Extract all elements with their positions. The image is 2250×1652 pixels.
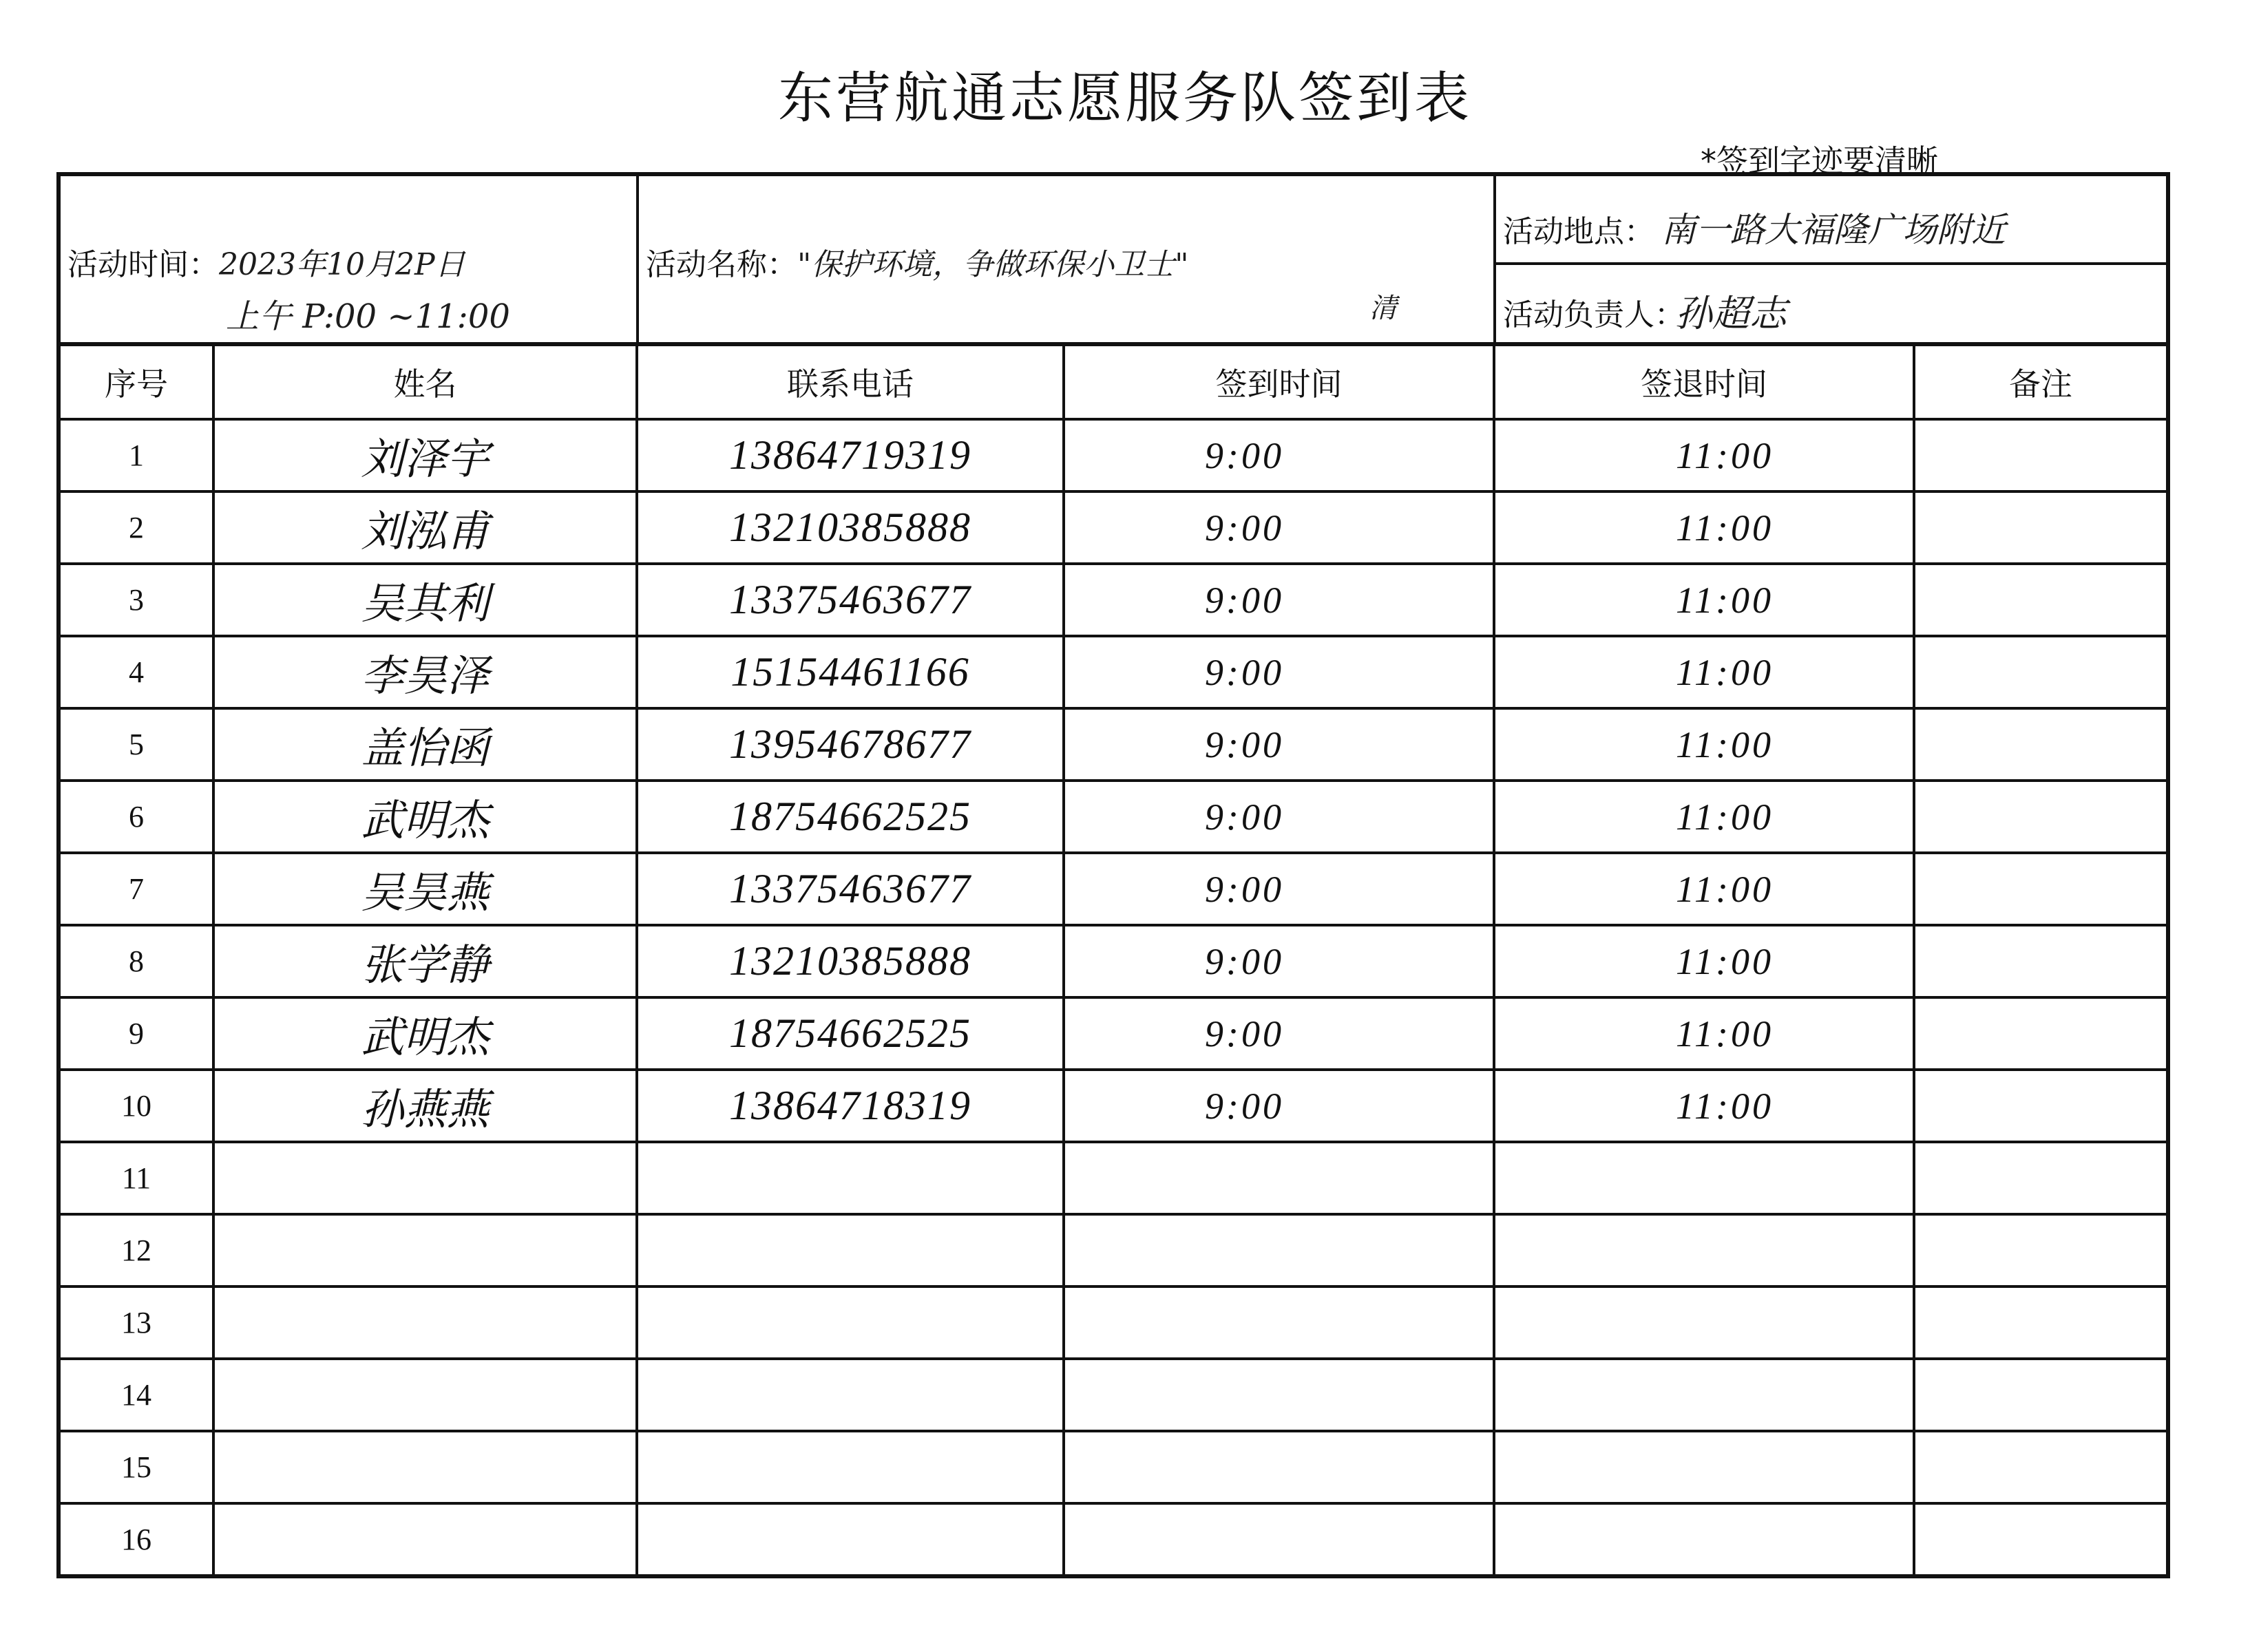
sign-out-time: 11:00: [1676, 579, 1774, 621]
location-label: 活动地点：: [1503, 214, 1654, 249]
sign-in-time-cell: [1064, 491, 1494, 564]
row-number: 13: [121, 1306, 151, 1339]
sign-out-time: 11:00: [1676, 940, 1774, 982]
sheet-title: 东营航通志愿服务队签到表: [778, 66, 1472, 130]
row-number-cell: [59, 1431, 213, 1503]
sign-out-time: 11:00: [1676, 723, 1774, 765]
table-row: [59, 853, 2168, 925]
remark-cell: [1914, 419, 2168, 491]
sign-out-time-cell: [1494, 1503, 1914, 1576]
row-number-cell: [59, 1503, 213, 1576]
row-number-cell: [59, 1070, 213, 1142]
sign-out-time-cell: [1494, 419, 1914, 491]
contact-phone-cell: [637, 1503, 1064, 1576]
sign-in-time: 9:00: [1205, 940, 1284, 982]
contact-phone: 13864718319: [729, 1083, 971, 1128]
volunteer-name-cell: [213, 1142, 637, 1214]
row-number: 7: [129, 872, 144, 906]
remark-cell: [1914, 1359, 2168, 1431]
row-number: 12: [121, 1233, 151, 1267]
contact-phone: 15154461166: [730, 649, 970, 695]
volunteer-name-cell: [213, 491, 637, 564]
contact-phone-cell: [637, 1070, 1064, 1142]
sign-out-time: 11:00: [1676, 1013, 1774, 1055]
volunteer-name: 刘泽宇: [361, 434, 490, 484]
sign-in-time: 9:00: [1205, 1085, 1284, 1127]
sign-out-time-cell: [1494, 1286, 1914, 1359]
sign-out-time: 11:00: [1676, 651, 1774, 693]
sign-in-time-cell: [1064, 419, 1494, 491]
volunteer-name-cell: [213, 1431, 637, 1503]
volunteer-name-cell: [213, 1359, 637, 1431]
remark-cell: [1914, 925, 2168, 997]
row-number-cell: [59, 564, 213, 636]
row-number: 9: [129, 1017, 144, 1050]
sign-out-time-cell: [1494, 997, 1914, 1070]
sign-out-time-cell: [1494, 708, 1914, 781]
volunteer-name-cell: [213, 853, 637, 925]
row-number-cell: [59, 781, 213, 853]
volunteer-name-cell: [213, 1070, 637, 1142]
table-row: [59, 1214, 2168, 1286]
contact-phone-cell: [637, 997, 1064, 1070]
sign-in-time-cell: [1064, 708, 1494, 781]
leader-row: [1496, 262, 2166, 342]
sign-out-time-cell: [1494, 1359, 1914, 1431]
table-row: [59, 1142, 2168, 1214]
location-leader-cell: [1496, 176, 2166, 342]
activity-header: [56, 172, 2170, 342]
row-number: 11: [121, 1161, 151, 1195]
table-row: [59, 1503, 2168, 1576]
volunteer-name-cell: [213, 636, 637, 708]
activity-time-label: 活动时间：: [67, 247, 219, 282]
row-number-cell: [59, 1359, 213, 1431]
leader-label: 活动负责人：: [1503, 297, 1685, 332]
remark-cell: [1914, 1142, 2168, 1214]
table-row: [59, 564, 2168, 636]
column-header-name: 姓名: [213, 344, 637, 419]
sign-in-time: 9:00: [1205, 868, 1284, 910]
sign-in-time-cell: [1064, 925, 1494, 997]
volunteer-name: 盖怡函: [361, 723, 490, 773]
sign-out-time: 11:00: [1676, 434, 1774, 476]
handwriting-note: *签到字迹要清晰: [1701, 142, 1938, 180]
volunteer-name-cell: [213, 997, 637, 1070]
remark-cell: [1914, 1214, 2168, 1286]
contact-phone-cell: [637, 1286, 1064, 1359]
sign-in-time-cell: [1064, 1286, 1494, 1359]
location-value: 南一路大福隆广场附近: [1661, 210, 2006, 250]
column-header-number: 序号: [59, 344, 213, 419]
sign-in-table: [56, 342, 2170, 1578]
table-header-row: [59, 344, 2168, 419]
sign-in-time-cell: [1064, 1431, 1494, 1503]
activity-name-cell: [639, 176, 1496, 342]
sign-in-time: 9:00: [1205, 796, 1284, 838]
contact-phone: 13375463677: [729, 577, 971, 622]
column-header-sign-out-time: 签退时间: [1494, 344, 1914, 419]
remark-cell: [1914, 1503, 2168, 1576]
contact-phone-cell: [637, 708, 1064, 781]
sign-out-time-cell: [1494, 564, 1914, 636]
column-header-remark: 备注: [1914, 344, 2168, 419]
volunteer-name: 武明杰: [361, 795, 490, 845]
table-row: [59, 781, 2168, 853]
sign-out-time: 11:00: [1676, 868, 1774, 910]
contact-phone: 13375463677: [729, 866, 971, 911]
activity-time-range: 上午 P:00 ~11:00: [226, 297, 510, 336]
contact-phone: 18754662525: [729, 1010, 971, 1056]
sign-in-time-cell: [1064, 1142, 1494, 1214]
contact-phone-cell: [637, 1359, 1064, 1431]
table-row: [59, 925, 2168, 997]
row-number-cell: [59, 419, 213, 491]
contact-phone-cell: [637, 781, 1064, 853]
sign-in-time-cell: [1064, 636, 1494, 708]
sign-in-time-cell: [1064, 1503, 1494, 1576]
column-header-sign-in-time: 签到时间: [1064, 344, 1494, 419]
row-number: 6: [129, 800, 144, 834]
volunteer-name-cell: [213, 781, 637, 853]
table-row: [59, 1431, 2168, 1503]
row-number: 8: [129, 944, 144, 978]
volunteer-name: 武明杰: [361, 1012, 490, 1062]
volunteer-name: 张学静: [361, 940, 490, 990]
volunteer-name: 吴昊燕: [361, 867, 490, 918]
row-number: 16: [121, 1523, 151, 1556]
row-number: 15: [121, 1450, 151, 1484]
activity-name-trail: 清: [1369, 293, 1397, 324]
row-number-cell: [59, 853, 213, 925]
contact-phone-cell: [637, 491, 1064, 564]
column-header-phone: 联系电话: [637, 344, 1064, 419]
contact-phone-cell: [637, 853, 1064, 925]
remark-cell: [1914, 636, 2168, 708]
contact-phone: 13210385888: [729, 505, 971, 550]
row-number: 14: [121, 1378, 151, 1412]
sign-out-time-cell: [1494, 1214, 1914, 1286]
volunteer-name: 李昊泽: [361, 650, 490, 701]
sign-in-time: 9:00: [1205, 434, 1284, 476]
sign-out-time-cell: [1494, 781, 1914, 853]
sign-in-time-cell: [1064, 1070, 1494, 1142]
sign-in-time: 9:00: [1205, 723, 1284, 765]
sign-in-time-cell: [1064, 1359, 1494, 1431]
activity-time-line1: [67, 240, 465, 284]
sign-in-time: 9:00: [1205, 1013, 1284, 1055]
row-number: 3: [129, 583, 144, 617]
sign-out-time-cell: [1494, 491, 1914, 564]
volunteer-name: 吴其利: [361, 578, 490, 628]
volunteer-name-cell: [213, 1214, 637, 1286]
row-number: 10: [121, 1089, 151, 1123]
table-row: [59, 1286, 2168, 1359]
table-row: [59, 708, 2168, 781]
volunteer-name-cell: [213, 708, 637, 781]
activity-time-cell: [61, 176, 639, 342]
contact-phone-cell: [637, 1142, 1064, 1214]
sign-out-time-cell: [1494, 636, 1914, 708]
remark-cell: [1914, 853, 2168, 925]
contact-phone: 13210385888: [729, 938, 971, 984]
row-number-cell: [59, 997, 213, 1070]
sign-in-time-cell: [1064, 1214, 1494, 1286]
volunteer-name-cell: [213, 564, 637, 636]
sign-out-time-cell: [1494, 1070, 1914, 1142]
row-number-cell: [59, 925, 213, 997]
sign-out-time: 11:00: [1676, 1085, 1774, 1127]
contact-phone-cell: [637, 636, 1064, 708]
table-row: [59, 419, 2168, 491]
sign-in-time: 9:00: [1205, 651, 1284, 693]
activity-date-value: 2023年10月2P日: [219, 247, 465, 282]
sign-in-time: 9:00: [1205, 507, 1284, 549]
remark-cell: [1914, 997, 2168, 1070]
sign-in-time: 9:00: [1205, 579, 1284, 621]
table-row: [59, 1359, 2168, 1431]
contact-phone: 13864719319: [729, 432, 971, 478]
contact-phone-cell: [637, 1214, 1064, 1286]
row-number-cell: [59, 1214, 213, 1286]
volunteer-name-cell: [213, 1286, 637, 1359]
remark-cell: [1914, 1286, 2168, 1359]
sign-out-time: 11:00: [1676, 507, 1774, 549]
table-row: [59, 636, 2168, 708]
row-number: 2: [129, 511, 144, 544]
remark-cell: [1914, 564, 2168, 636]
volunteer-name: 刘泓甫: [361, 506, 490, 556]
table-row: [59, 1070, 2168, 1142]
remark-cell: [1914, 1431, 2168, 1503]
contact-phone: 18754662525: [729, 794, 971, 839]
sign-in-time-cell: [1064, 564, 1494, 636]
remark-cell: [1914, 708, 2168, 781]
volunteer-name-cell: [213, 925, 637, 997]
sign-in-time-cell: [1064, 997, 1494, 1070]
sign-out-time-cell: [1494, 853, 1914, 925]
activity-name-value: "保护环境，争做环保小卫士": [797, 247, 1189, 282]
row-number-cell: [59, 1142, 213, 1214]
sign-in-time-cell: [1064, 853, 1494, 925]
sign-out-time: 11:00: [1676, 796, 1774, 838]
location-row: [1496, 176, 2166, 265]
remark-cell: [1914, 781, 2168, 853]
table-row: [59, 491, 2168, 564]
remark-cell: [1914, 1070, 2168, 1142]
row-number: 4: [129, 655, 144, 689]
volunteer-name-cell: [213, 419, 637, 491]
table-row: [59, 997, 2168, 1070]
row-number-cell: [59, 708, 213, 781]
contact-phone: 13954678677: [729, 721, 971, 767]
sign-out-time-cell: [1494, 1431, 1914, 1503]
activity-name-label: 活动名称：: [646, 247, 797, 282]
activity-name-line: [646, 240, 1188, 284]
contact-phone-cell: [637, 925, 1064, 997]
row-number: 5: [129, 728, 144, 761]
sign-out-time-cell: [1494, 1142, 1914, 1214]
row-number-cell: [59, 1286, 213, 1359]
contact-phone-cell: [637, 1431, 1064, 1503]
volunteer-name-cell: [213, 1503, 637, 1576]
contact-phone-cell: [637, 419, 1064, 491]
row-number: 1: [129, 438, 144, 472]
volunteer-name: 孙燕燕: [361, 1084, 490, 1134]
sign-in-time-cell: [1064, 781, 1494, 853]
sign-out-time-cell: [1494, 925, 1914, 997]
leader-value: 孙超志: [1675, 292, 1787, 335]
row-number-cell: [59, 636, 213, 708]
contact-phone-cell: [637, 564, 1064, 636]
row-number-cell: [59, 491, 213, 564]
remark-cell: [1914, 491, 2168, 564]
